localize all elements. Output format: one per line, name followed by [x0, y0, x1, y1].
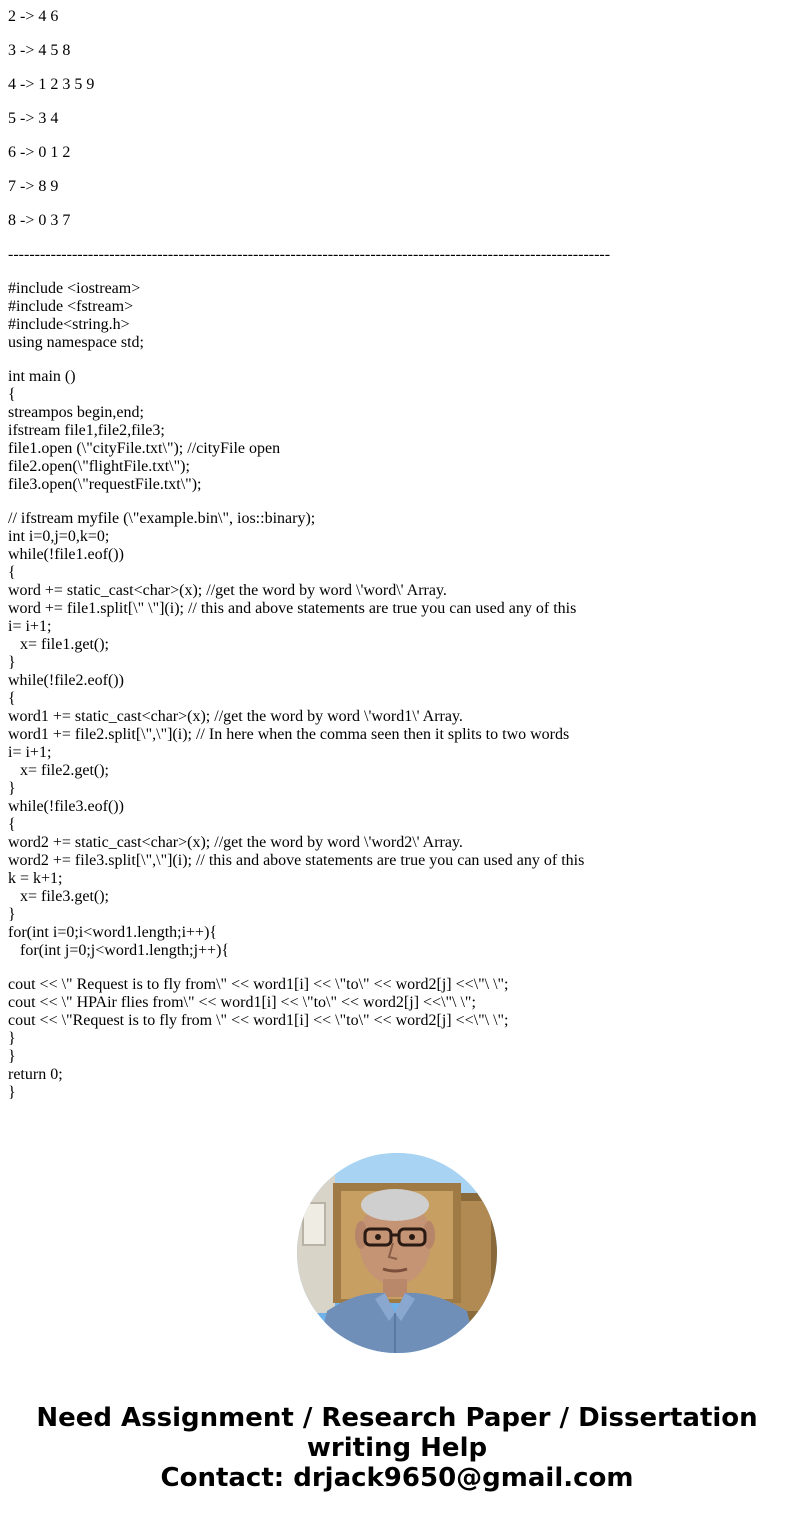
code-line: streampos begin,end; — [8, 404, 144, 421]
adjacency-entry: 2 -> 4 6 — [8, 8, 59, 25]
footer-line-2: writing Help — [306, 1433, 488, 1463]
code-line: } — [8, 654, 16, 671]
code-line: { — [8, 386, 16, 403]
author-photo — [297, 1153, 497, 1353]
separator-line: ----------------------------------------------------------------------------------------------------------------- — [8, 246, 611, 263]
code-line: file1.open (\"cityFile.txt\"); //cityFile open — [8, 440, 281, 457]
adjacency-entry: 3 -> 4 5 8 — [8, 42, 71, 59]
code-block — [8, 976, 786, 1102]
code-line: // ifstream myfile (\"example.bin\", ios::binary); — [8, 510, 316, 527]
code-line: return 0; — [8, 1066, 63, 1083]
code-line: while(!file2.eof()) — [8, 672, 124, 689]
footer-line-1: Need Assignment / Research Paper / Dissertation — [36, 1403, 758, 1433]
code-line: k = k+1; — [8, 870, 63, 887]
code-line: cout << \" Request is to fly from\" << word1[i] << \"to\" << word2[j] <<\"\ \"; — [8, 976, 509, 993]
adjacency-entry: 7 -> 8 9 — [8, 178, 59, 195]
code-line: ifstream file1,file2,file3; — [8, 422, 165, 439]
code-line: int i=0,j=0,k=0; — [8, 528, 110, 545]
code-line: x= file1.get(); — [8, 636, 109, 653]
code-line: int main () — [8, 368, 76, 385]
code-line: #include <fstream> — [8, 298, 134, 315]
code-line: i= i+1; — [8, 744, 52, 761]
code-line: #include <iostream> — [8, 280, 141, 297]
code-line: } — [8, 1084, 16, 1101]
adjacency-list — [8, 8, 786, 230]
code-line: file2.open(\"flightFile.txt\"); — [8, 458, 190, 475]
adjacency-entry: 4 -> 1 2 3 5 9 — [8, 76, 95, 93]
code-line: x= file3.get(); — [8, 888, 109, 905]
code-line: } — [8, 1030, 16, 1047]
code-line: using namespace std; — [8, 334, 144, 351]
code-line: word1 += static_cast<char>(x); //get the word by word \'word1\' Array. — [8, 708, 463, 725]
code-line: word += static_cast<char>(x); //get the word by word \'word\' Array. — [8, 582, 447, 599]
code-line: { — [8, 690, 16, 707]
code-line: i= i+1; — [8, 618, 52, 635]
promo-footer — [0, 1403, 794, 1493]
code-line: { — [8, 564, 16, 581]
adjacency-entry: 5 -> 3 4 — [8, 110, 59, 127]
code-line: { — [8, 816, 16, 833]
code-line: } — [8, 906, 16, 923]
code-line: file3.open(\"requestFile.txt\"); — [8, 476, 202, 493]
document-body — [8, 8, 786, 1118]
code-block — [8, 368, 786, 494]
author-avatar — [297, 1153, 497, 1353]
code-line: for(int j=0;j<word1.length;j++){ — [8, 942, 230, 959]
footer-contact: Contact: drjack9650@gmail.com — [160, 1463, 634, 1493]
code-line: #include<string.h> — [8, 316, 130, 333]
code-line: while(!file3.eof()) — [8, 798, 124, 815]
code-line: cout << \" HPAir flies from\" << word1[i] << \"to\" << word2[j] <<\"\ \"; — [8, 994, 476, 1011]
code-block — [8, 510, 786, 960]
code-line: word2 += static_cast<char>(x); //get the word by word \'word2\' Array. — [8, 834, 463, 851]
code-line: word2 += file3.split[\",\"](i); // this and above statements are true you can used any of this — [8, 852, 585, 869]
code-line: cout << \"Request is to fly from \" << word1[i] << \"to\" << word2[j] <<\"\ \"; — [8, 1012, 509, 1029]
code-line: x= file2.get(); — [8, 762, 109, 779]
code-line: while(!file1.eof()) — [8, 546, 124, 563]
adjacency-entry: 8 -> 0 3 7 — [8, 212, 71, 229]
code-line: word1 += file2.split[\",\"](i); // In here when the comma seen then it splits to two words — [8, 726, 570, 743]
code-listing — [8, 280, 786, 1102]
code-line: word += file1.split[\" \"](i); // this and above statements are true you can used any of this — [8, 600, 577, 617]
code-line: for(int i=0;i<word1.length;i++){ — [8, 924, 218, 941]
code-line: } — [8, 780, 16, 797]
code-block — [8, 280, 786, 352]
code-line: } — [8, 1048, 16, 1065]
adjacency-entry: 6 -> 0 1 2 — [8, 144, 71, 161]
